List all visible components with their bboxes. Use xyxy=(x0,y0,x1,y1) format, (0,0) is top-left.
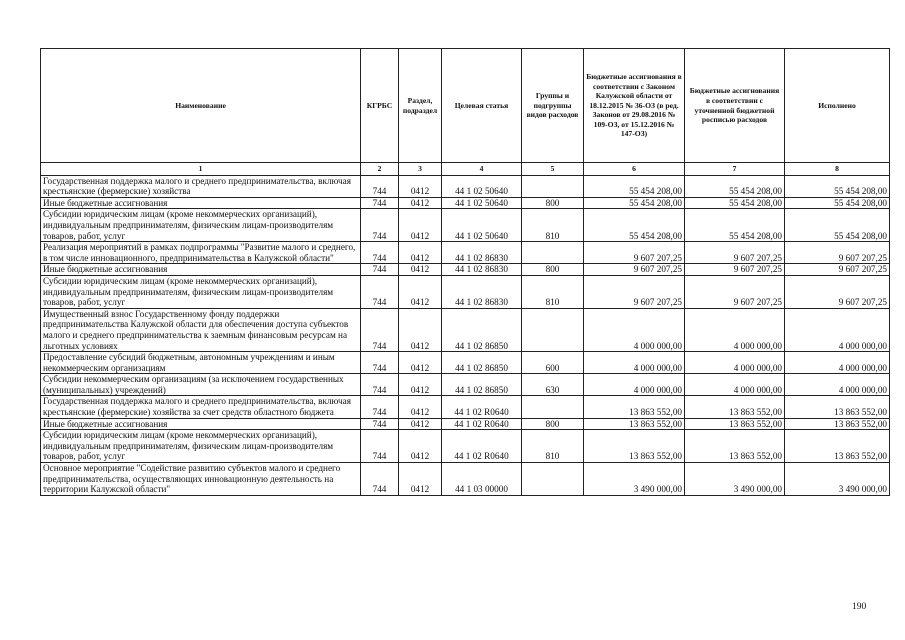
cell-kgrbs: 744 xyxy=(361,374,399,396)
cell-executed-amount: 4 000 000,00 xyxy=(785,308,890,351)
cell-kgrbs: 744 xyxy=(361,175,399,197)
cell-name: Реализация мероприятий в рамках подпрограммы "Развитие малого и среднего, в том числе инновационного, предпринимательства в Калужской области" xyxy=(41,242,361,264)
cell-executed-amount: 55 454 208,00 xyxy=(785,197,890,209)
page-number: 190 xyxy=(852,602,867,612)
cell-refined-amount: 9 607 207,25 xyxy=(685,264,785,276)
cell-section: 0412 xyxy=(399,430,442,463)
table-row xyxy=(41,275,890,308)
cell-name: Иные бюджетные ассигнования xyxy=(41,264,361,276)
column-number: 6 xyxy=(584,163,685,176)
cell-name: Предоставление субсидий бюджетным, автономным учреждениям и иным некоммерческим организациям xyxy=(41,352,361,374)
table-row xyxy=(41,242,890,264)
cell-section: 0412 xyxy=(399,418,442,430)
cell-executed-amount: 3 490 000,00 xyxy=(785,463,890,496)
cell-group: 810 xyxy=(522,275,584,308)
cell-name: Субсидии юридическим лицам (кроме некоммерческих организаций), индивидуальным предпринимателям, физическим лицам-производителям товаров, работ, услуг xyxy=(41,430,361,463)
cell-kgrbs: 744 xyxy=(361,197,399,209)
cell-name: Иные бюджетные ассигнования xyxy=(41,418,361,430)
cell-executed-amount: 9 607 207,25 xyxy=(785,242,890,264)
cell-executed-amount: 4 000 000,00 xyxy=(785,352,890,374)
cell-law-amount: 9 607 207,25 xyxy=(584,242,685,264)
cell-target: 44 1 03 00000 xyxy=(442,463,522,496)
cell-kgrbs: 744 xyxy=(361,430,399,463)
cell-kgrbs: 744 xyxy=(361,275,399,308)
cell-law-amount: 13 863 552,00 xyxy=(584,418,685,430)
cell-kgrbs: 744 xyxy=(361,209,399,242)
cell-law-amount: 9 607 207,25 xyxy=(584,275,685,308)
cell-executed-amount: 13 863 552,00 xyxy=(785,418,890,430)
cell-target: 44 1 02 86830 xyxy=(442,275,522,308)
cell-kgrbs: 744 xyxy=(361,418,399,430)
cell-refined-amount: 13 863 552,00 xyxy=(685,418,785,430)
cell-target: 44 1 02 86830 xyxy=(442,264,522,276)
cell-refined-amount: 4 000 000,00 xyxy=(685,352,785,374)
table-row xyxy=(41,430,890,463)
cell-kgrbs: 744 xyxy=(361,308,399,351)
cell-name: Имущественный взнос Государственному фонду поддержки предпринимательства Калужской области для обеспечения доступа субъектов малого и среднего предпринимательства к заемным финансовым ресурсам на льготных условиях xyxy=(41,308,361,351)
column-number: 1 xyxy=(41,163,361,176)
cell-group: 800 xyxy=(522,264,584,276)
cell-target: 44 1 02 R0640 xyxy=(442,418,522,430)
cell-group xyxy=(522,242,584,264)
cell-law-amount: 55 454 208,00 xyxy=(584,197,685,209)
cell-executed-amount: 55 454 208,00 xyxy=(785,209,890,242)
cell-target: 44 1 02 R0640 xyxy=(442,430,522,463)
cell-refined-amount: 9 607 207,25 xyxy=(685,242,785,264)
cell-group: 800 xyxy=(522,197,584,209)
cell-section: 0412 xyxy=(399,242,442,264)
cell-law-amount: 4 000 000,00 xyxy=(584,308,685,351)
cell-target: 44 1 02 86850 xyxy=(442,374,522,396)
header-refined: Бюджетные ассигнования в соответствии с уточненной бюджетной росписью расходов xyxy=(685,49,785,163)
cell-target: 44 1 02 86850 xyxy=(442,308,522,351)
cell-kgrbs: 744 xyxy=(361,396,399,418)
cell-law-amount: 9 607 207,25 xyxy=(584,264,685,276)
cell-law-amount: 4 000 000,00 xyxy=(584,352,685,374)
table-row xyxy=(41,197,890,209)
cell-refined-amount: 55 454 208,00 xyxy=(685,209,785,242)
cell-name: Государственная поддержка малого и среднего предпринимательства, включая крестьянские (фермерские) хозяйства за счет средств областного бюджета xyxy=(41,396,361,418)
table-row xyxy=(41,396,890,418)
cell-group xyxy=(522,175,584,197)
table-row xyxy=(41,175,890,197)
header-section: Раздел, подраздел xyxy=(399,49,442,163)
cell-group xyxy=(522,308,584,351)
cell-law-amount: 13 863 552,00 xyxy=(584,430,685,463)
cell-section: 0412 xyxy=(399,308,442,351)
cell-target: 44 1 02 R0640 xyxy=(442,396,522,418)
cell-refined-amount: 9 607 207,25 xyxy=(685,275,785,308)
cell-refined-amount: 3 490 000,00 xyxy=(685,463,785,496)
header-law: Бюджетные ассигнования в соответствии с Законом Калужской области от 18.12.2015 № 36-ОЗ (в ред. Законов от 29.08.2016 № 109-ОЗ, от 15.12.2016 № 147-ОЗ) xyxy=(584,49,685,163)
cell-kgrbs: 744 xyxy=(361,264,399,276)
header-groups: Группы и подгруппы видов расходов xyxy=(522,49,584,163)
cell-section: 0412 xyxy=(399,209,442,242)
column-number-row xyxy=(41,163,890,176)
cell-name: Субсидии юридическим лицам (кроме некоммерческих организаций), индивидуальным предпринимателям, физическим лицам-производителям товаров, работ, услуг xyxy=(41,275,361,308)
table-row xyxy=(41,463,890,496)
cell-law-amount: 55 454 208,00 xyxy=(584,175,685,197)
cell-refined-amount: 13 863 552,00 xyxy=(685,396,785,418)
cell-refined-amount: 55 454 208,00 xyxy=(685,175,785,197)
header-executed: Исполнено xyxy=(785,49,890,163)
column-number: 4 xyxy=(442,163,522,176)
cell-executed-amount: 13 863 552,00 xyxy=(785,396,890,418)
cell-kgrbs: 744 xyxy=(361,463,399,496)
cell-law-amount: 4 000 000,00 xyxy=(584,374,685,396)
cell-target: 44 1 02 50640 xyxy=(442,197,522,209)
table-row xyxy=(41,352,890,374)
cell-section: 0412 xyxy=(399,275,442,308)
cell-name: Субсидии юридическим лицам (кроме некоммерческих организаций), индивидуальным предпринимателям, физическим лицам-производителям товаров, работ, услуг xyxy=(41,209,361,242)
cell-refined-amount: 4 000 000,00 xyxy=(685,308,785,351)
cell-section: 0412 xyxy=(399,175,442,197)
cell-section: 0412 xyxy=(399,197,442,209)
cell-group xyxy=(522,396,584,418)
cell-group: 630 xyxy=(522,374,584,396)
column-number: 8 xyxy=(785,163,890,176)
cell-law-amount: 3 490 000,00 xyxy=(584,463,685,496)
cell-law-amount: 55 454 208,00 xyxy=(584,209,685,242)
header-kgrbs: КГРБС xyxy=(361,49,399,163)
cell-kgrbs: 744 xyxy=(361,352,399,374)
cell-refined-amount: 13 863 552,00 xyxy=(685,430,785,463)
cell-name: Иные бюджетные ассигнования xyxy=(41,197,361,209)
cell-group: 600 xyxy=(522,352,584,374)
cell-executed-amount: 4 000 000,00 xyxy=(785,374,890,396)
cell-refined-amount: 55 454 208,00 xyxy=(685,197,785,209)
column-number: 2 xyxy=(361,163,399,176)
cell-section: 0412 xyxy=(399,463,442,496)
header-target: Целевая статья xyxy=(442,49,522,163)
cell-target: 44 1 02 50640 xyxy=(442,175,522,197)
header-name: Наименование xyxy=(41,49,361,163)
column-number: 3 xyxy=(399,163,442,176)
cell-refined-amount: 4 000 000,00 xyxy=(685,374,785,396)
cell-group: 800 xyxy=(522,418,584,430)
table-row xyxy=(41,418,890,430)
cell-group xyxy=(522,463,584,496)
table-body xyxy=(41,175,890,495)
table-row xyxy=(41,374,890,396)
budget-table xyxy=(40,48,890,496)
cell-name: Государственная поддержка малого и среднего предпринимательства, включая крестьянские (фермерские) хозяйства xyxy=(41,175,361,197)
cell-section: 0412 xyxy=(399,396,442,418)
cell-executed-amount: 9 607 207,25 xyxy=(785,264,890,276)
table-header-row xyxy=(41,49,890,163)
cell-executed-amount: 9 607 207,25 xyxy=(785,275,890,308)
cell-kgrbs: 744 xyxy=(361,242,399,264)
cell-executed-amount: 13 863 552,00 xyxy=(785,430,890,463)
cell-executed-amount: 55 454 208,00 xyxy=(785,175,890,197)
cell-name: Субсидии некоммерческим организациям (за исключением государственных (муниципальных) учреждений) xyxy=(41,374,361,396)
table-row xyxy=(41,264,890,276)
cell-target: 44 1 02 86850 xyxy=(442,352,522,374)
cell-section: 0412 xyxy=(399,352,442,374)
cell-name: Основное мероприятие "Содействие развитию субъектов малого и среднего предпринимательства, осуществляющих инновационную деятельность на территории Калужской области" xyxy=(41,463,361,496)
cell-group: 810 xyxy=(522,430,584,463)
cell-group: 810 xyxy=(522,209,584,242)
cell-law-amount: 13 863 552,00 xyxy=(584,396,685,418)
cell-target: 44 1 02 50640 xyxy=(442,209,522,242)
column-number: 7 xyxy=(685,163,785,176)
cell-section: 0412 xyxy=(399,264,442,276)
table-row xyxy=(41,308,890,351)
table-row xyxy=(41,209,890,242)
column-number: 5 xyxy=(522,163,584,176)
cell-target: 44 1 02 86830 xyxy=(442,242,522,264)
cell-section: 0412 xyxy=(399,374,442,396)
